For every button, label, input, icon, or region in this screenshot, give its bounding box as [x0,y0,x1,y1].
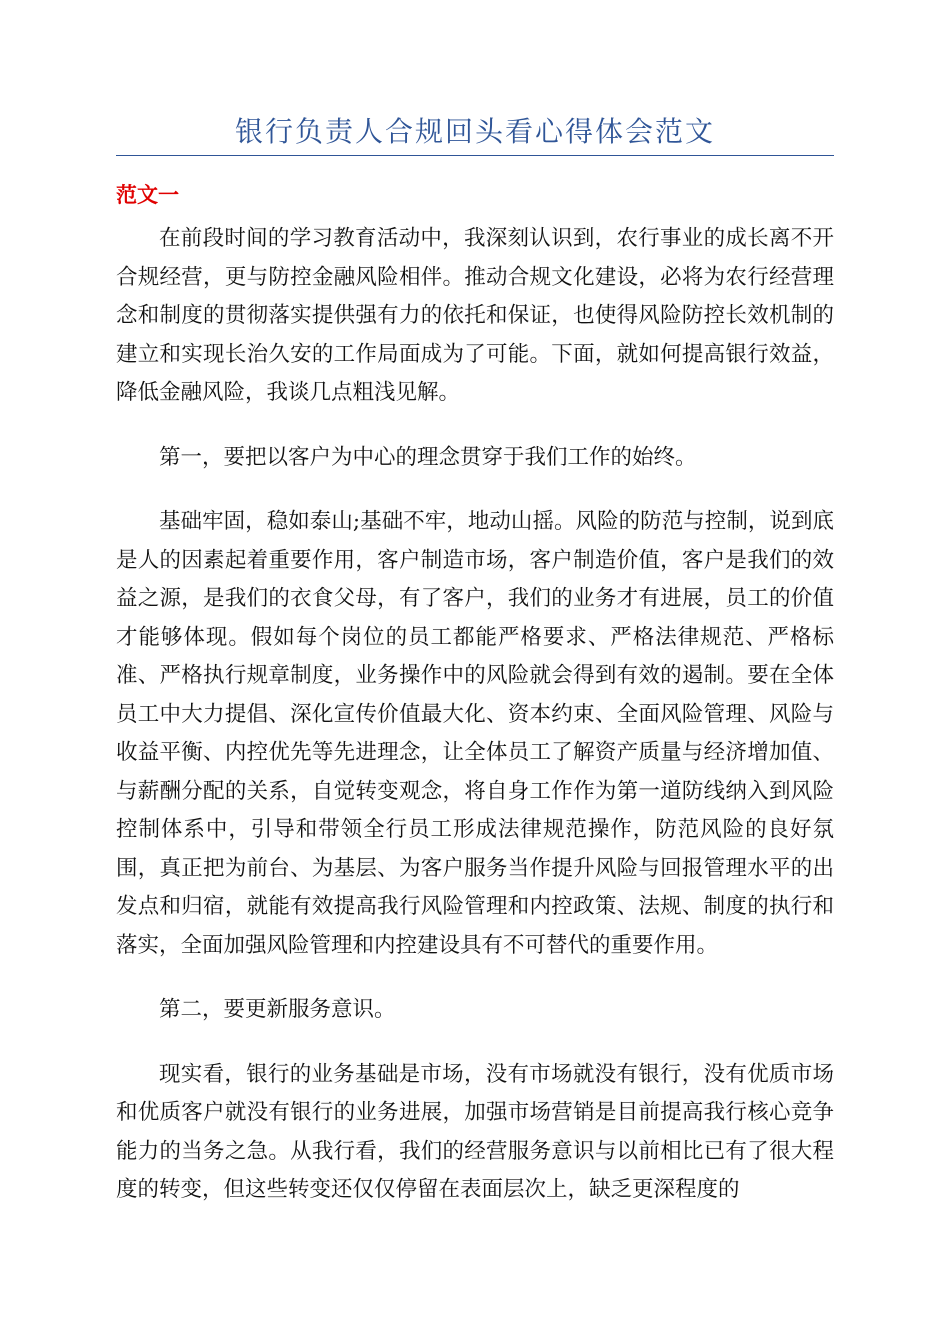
document-body [116,220,834,1236]
title-divider [116,155,834,156]
paragraph-intro: 在前段时间的学习教育活动中，我深刻认识到，农行事业的成长离不开合规经营，更与防控金融风险相伴。推动合规文化建设，必将为农行经营理念和制度的贯彻落实提供强有力的依托和保证，也使得风险防控长效机制的建立和实现长治久安的工作局面成为了可能。下面，就如何提高银行效益，降低金融风险，我谈几点粗浅见解。 [116,226,834,405]
paragraph-point-two-body: 现实看，银行的业务基础是市场，没有市场就没有银行，没有优质市场和优质客户就没有银行的业务进展，加强市场营销是目前提高我行核心竞争能力的当务之急。从我行看，我们的经营服务意识与以前相比已有了很大程度的转变，但这些转变还仅仅停留在表面层次上，缺乏更深程度的 [116,1061,834,1202]
page-title: 银行负责人合规回头看心得体会范文 [234,115,715,148]
paragraph-point-one-body: 基础牢固，稳如泰山;基础不牢，地动山摇。风险的防范与控制，说到底是人的因素起着重要作用，客户制造市场，客户制造价值，客户是我们的效益之源，是我们的衣食父母，有了客户，我们的业务才有进展，员工的价值才能够体现。假如每个岗位的员工都能严格要求、严格法律规范、严格标准、严格执行规章制度，业务操作中的风险就会得到有效的遏制。要在全体员工中大力提倡、深化宣传价值最大化、资本约束、全面风险管理、风险与收益平衡、内控优先等先进理念，让全体员工了解资产质量与经济增加值、与薪酬分配的关系，自觉转变观念，将自身工作作为第一道防线纳入到风险控制体系中，引导和带领全行员工形成法律规范操作，防范风险的良好氛围，真正把为前台、为基层、为客户服务当作提升风险与回报管理水平的出发点和归宿，就能有效提高我行风险管理和内控政策、法规、制度的执行和落实，全面加强风险管理和内控建设具有不可替代的重要作用。 [116,509,834,958]
section-heading: 范文一 [116,183,179,207]
paragraph-point-two-heading: 第二，要更新服务意识。 [159,997,396,1022]
paragraph-point-one-heading: 第一，要把以客户为中心的理念贯穿于我们工作的始终。 [159,444,697,470]
